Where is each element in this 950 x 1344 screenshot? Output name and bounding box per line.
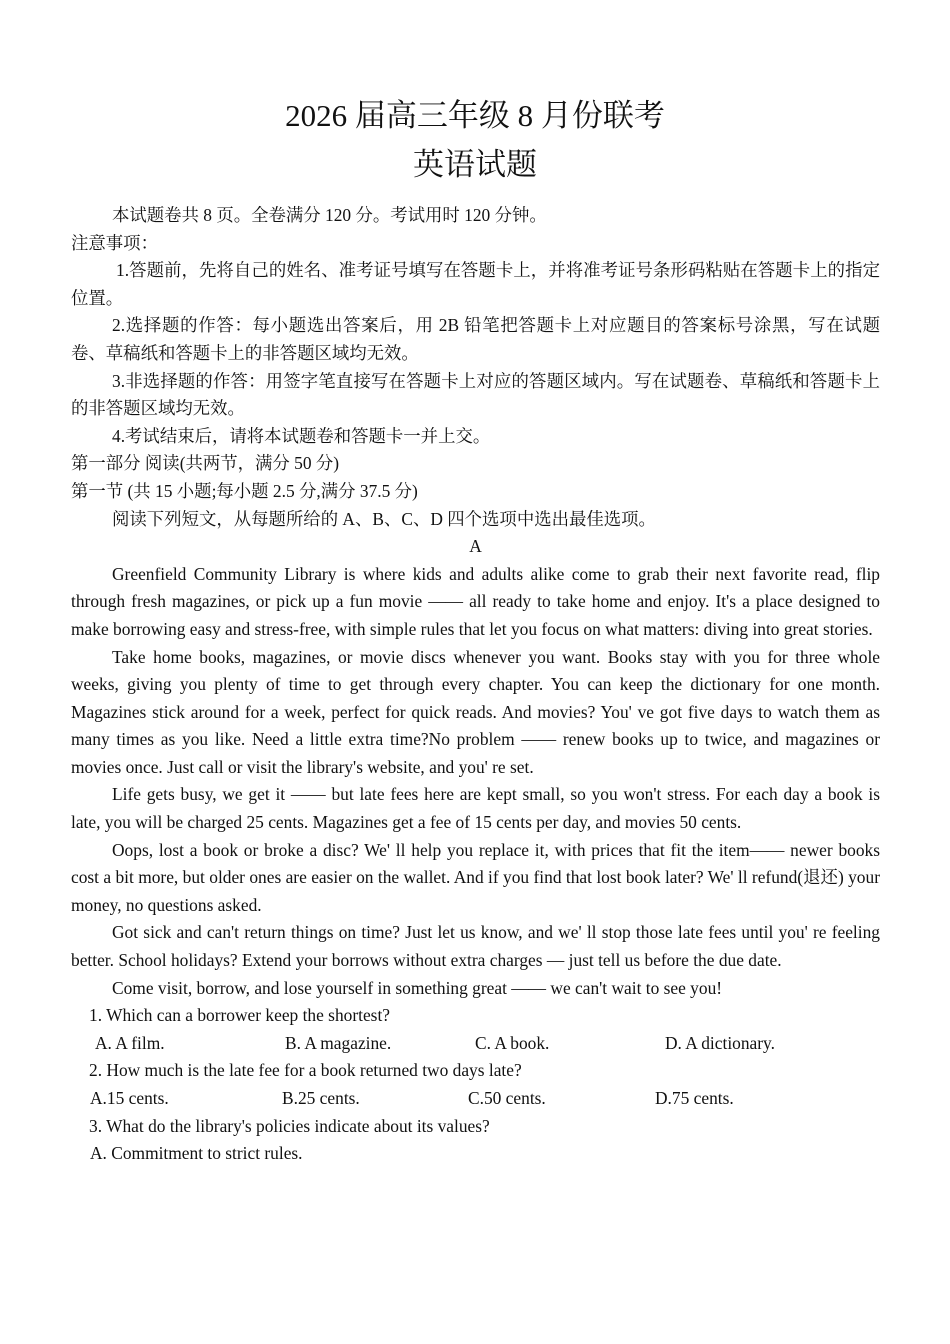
question-options xyxy=(71,1085,880,1113)
option: B. A magazine. xyxy=(285,1032,392,1053)
passage-paragraph: Take home books, magazines, or movie discs whenever you want. Books stay with you for three whole weeks, giving you plenty of time to get through every chapter. You can keep the dictionary for one month. Magazines stick around for a week, perfect for quick reads. And movies? You' ve got five days to watch them as many times as you like. Need a little extra time?No problem —— renew books up to twice, and magazines or movies once. Just call or visit the library's website, and you' re set. xyxy=(71,646,880,777)
notice-label: 注意事项： xyxy=(71,232,158,253)
part-heading: 第一部分 阅读(共两节，满分 50 分) xyxy=(71,453,340,474)
option: A.15 cents. xyxy=(90,1088,169,1108)
passage-paragraph: Greenfield Community Library is where kids and adults alike come to grab their next favorite read, flip through fresh magazines, or pick up a fun movie —— all ready to take home and enjoy. It's a place designed to make borrowing easy and stress-free, with simple rules that let you focus on what matters: diving into great stories. xyxy=(71,563,880,639)
option: D.75 cents. xyxy=(655,1088,734,1108)
option: A. Commitment to strict rules. xyxy=(90,1143,303,1164)
notice-item: 1.答题前，先将自己的姓名、准考证号填写在答题卡上，并将准考证号条形码粘贴在答题卡上的指定位置。 xyxy=(71,260,880,308)
passage-paragraph: Oops, lost a book or broke a disc? We' ll help you replace it, with prices that fit the item—— newer books cost a bit more, but older ones are easier on the wallet. And if you find that lost book later? We' ll refund(退还) your money, no questions asked. xyxy=(71,839,880,915)
passage-paragraph: Life gets busy, we get it —— but late fees here are kept small, so you won't stress. For each day a book is late, you will be charged 25 cents. Magazines get a fee of 15 cents per day, and movies 50 cents. xyxy=(71,784,880,833)
notice-item: 4.考试结束后，请将本试题卷和答题卡一并上交。 xyxy=(112,425,491,446)
exam-info: 本试题卷共 8 页。全卷满分 120 分。考试用时 120 分钟。 xyxy=(112,205,547,225)
exam-title: 2026 届高三年级 8 月份联考 xyxy=(285,98,665,133)
option: A. A film. xyxy=(95,1032,165,1053)
exam-subtitle: 英语试题 xyxy=(413,147,537,182)
subsection-heading: 第一节 (共 15 小题;每小题 2.5 分,满分 37.5 分) xyxy=(71,480,418,501)
question-stem: 3. What do the library's policies indicate about its values? xyxy=(89,1115,490,1136)
option: B.25 cents. xyxy=(282,1088,360,1108)
option: D. A dictionary. xyxy=(665,1032,775,1053)
passage-paragraph: Come visit, borrow, and lose yourself in something great —— we can't wait to see you! xyxy=(112,977,723,998)
section-instruction: 阅读下列短文，从每题所给的 A、B、C、D 四个选项中选出最佳选项。 xyxy=(112,508,656,529)
passage-paragraph: Got sick and can't return things on time? Just let us know, and we' ll stop those late fees until you' re feeling better. School holidays? Extend your borrows without extra charges — just tell us before the due date. xyxy=(71,922,880,971)
question-stem: 1. Which can a borrower keep the shortest? xyxy=(89,1005,390,1026)
question-stem: 2. How much is the late fee for a book returned two days late? xyxy=(89,1060,522,1081)
notice-item: 2.选择题的作答：每小题选出答案后，用 2B 铅笔把答题卡上对应题目的答案标号涂黑，写在试题卷、草稿纸和答题卡上的非答题区域均无效。 xyxy=(71,315,880,363)
option: C.50 cents. xyxy=(468,1088,546,1108)
passage-label: A xyxy=(469,536,482,557)
option: C. A book. xyxy=(475,1032,550,1053)
notice-item: 3.非选择题的作答：用签字笔直接写在答题卡上对应的答题区域内。写在试题卷、草稿纸和答题卡上的非答题区域均无效。 xyxy=(71,370,880,419)
question-options xyxy=(71,1030,880,1058)
exam-body xyxy=(71,202,880,1168)
question-options xyxy=(71,1140,880,1168)
